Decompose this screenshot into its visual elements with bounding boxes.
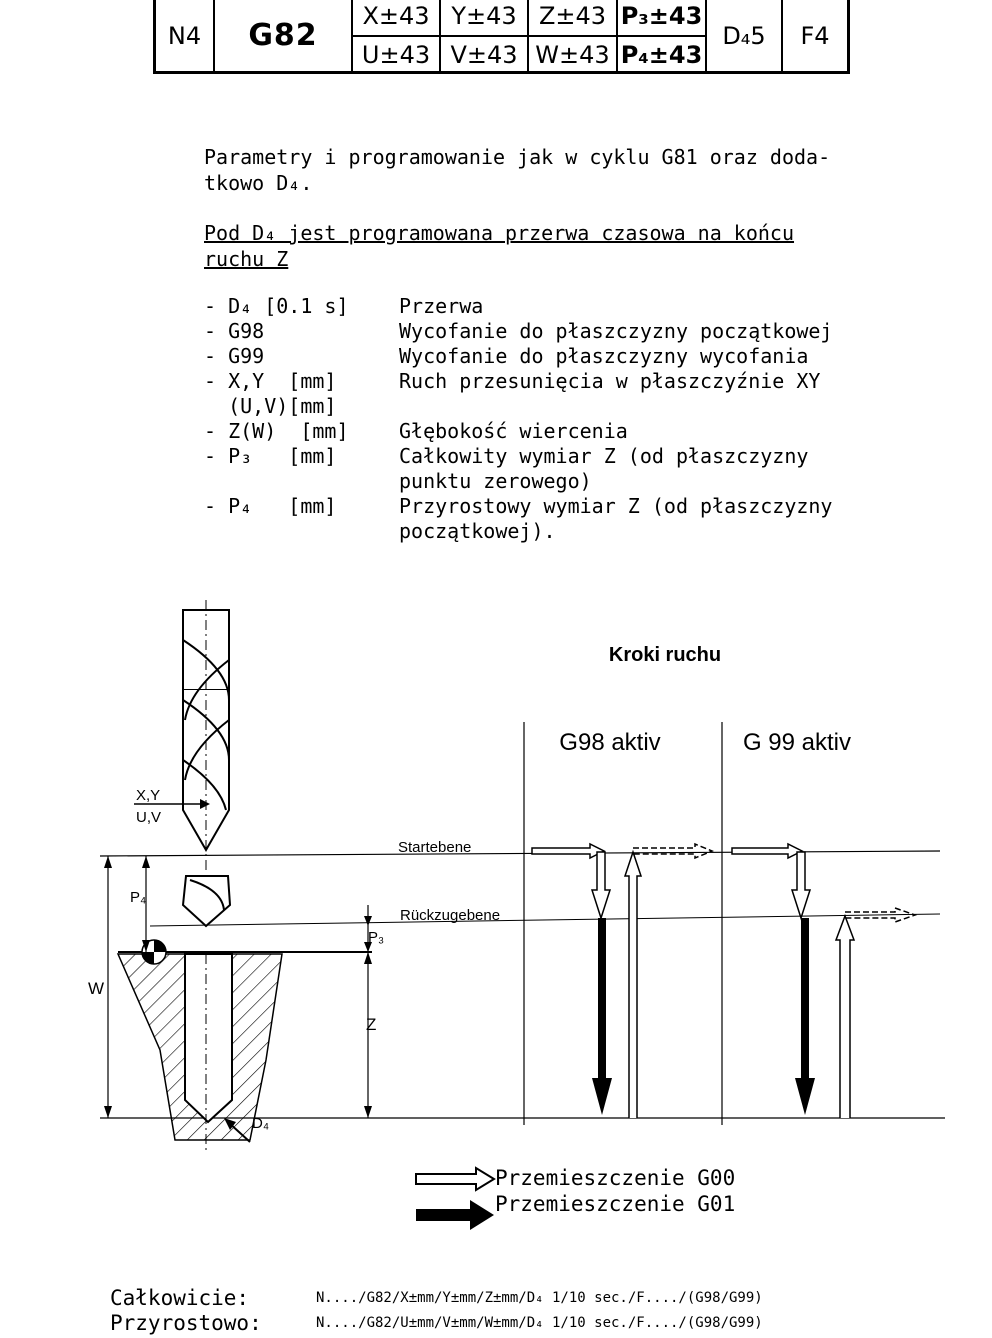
cell-f-text: F4: [800, 21, 830, 50]
cell-p4-text: P₄±43: [620, 40, 703, 69]
cell-f: [783, 0, 847, 71]
label-p4: P₄: [130, 889, 147, 906]
cell-y-text: Y±43: [441, 0, 527, 37]
cell-p: [618, 0, 707, 71]
drill-tip-icon: [183, 876, 230, 926]
cell-n: [156, 0, 215, 71]
start-plane-line: [100, 851, 940, 856]
parameter-code: - X,Y [mm]: [204, 369, 337, 393]
g99-motion-steps: [732, 844, 915, 1118]
parameter-description: Wycofanie do płaszczyzny wycofania: [399, 344, 809, 368]
dimension-z: [364, 952, 372, 1118]
dimension-w: [104, 856, 112, 1118]
parameter-description: Wycofanie do płaszczyzny początkowej: [399, 319, 833, 343]
cell-w-text: W±43: [535, 40, 610, 69]
cell-g: [215, 0, 353, 71]
g98-motion-steps: [532, 844, 712, 1118]
parameter-header-table: [153, 0, 850, 74]
label-uv: U,V: [136, 809, 162, 826]
g98-column-header: G98 aktiv: [559, 729, 661, 756]
start-plane-label: Startebene: [398, 839, 472, 856]
return-plane-label: Rückzugebene: [400, 907, 501, 924]
intro-line-2: tkowo D₄.: [204, 171, 313, 195]
legend-g00-label: Przemieszczenie G00: [495, 1166, 736, 1190]
intro-underline-1: Pod D₄ jest programowana przerwa czasowa na końcu: [204, 221, 795, 245]
label-z: Z: [366, 1015, 377, 1034]
intro-line-1: Parametry i programowanie jak w cyklu G81 oraz doda-: [204, 145, 831, 169]
footer-label-absolute: Całkowicie:: [110, 1286, 250, 1310]
cell-d: [707, 0, 783, 71]
footer-formula-incremental: N..../G82/U±mm/V±mm/W±mm/D₄ 1/10 sec./F..../(G98/G99): [316, 1315, 763, 1331]
label-w: W: [88, 979, 105, 998]
cell-d-text: D₄5: [722, 21, 766, 50]
footer-formula-absolute: N..../G82/X±mm/Y±mm/Z±mm/D₄ 1/10 sec./F..../(G98/G99): [316, 1290, 763, 1306]
cell-p3-text: P₃±43: [618, 0, 705, 37]
cell-z-text: Z±43: [529, 0, 616, 37]
g99-column-header: G 99 aktiv: [742, 729, 852, 756]
parameter-code: - G98: [204, 319, 265, 343]
parameter-code: - D₄ [0.1 s]: [204, 294, 349, 318]
parameter-code: - P₄ [mm]: [204, 494, 337, 518]
parameter-description: Przyrostowy wymiar Z (od płaszczyzny: [399, 494, 833, 518]
legend-g00-icon: [414, 1166, 496, 1192]
parameter-description: początkowej).: [399, 519, 556, 543]
parameter-description: Ruch przesunięcia w płaszczyźnie XY: [399, 369, 821, 393]
bore-hole: [185, 954, 232, 1122]
parameter-description: Głębokość wiercenia: [399, 419, 628, 443]
footer-label-incremental: Przyrostowo:: [110, 1311, 262, 1335]
label-p3: P₃: [368, 929, 385, 946]
cell-g-text: G82: [248, 18, 318, 53]
diagram-title: Kroki ruchu: [608, 644, 722, 666]
drill-bit-icon: [183, 600, 229, 870]
cell-y-v: [441, 0, 529, 71]
label-xy: X,Y: [136, 787, 161, 804]
parameter-code: (U,V)[mm]: [204, 394, 337, 418]
legend-g01-icon: [414, 1198, 496, 1232]
drilling-cycle-diagram: [0, 580, 992, 1180]
parameter-code: - G99: [204, 344, 265, 368]
legend-g01-label: Przemieszczenie G01: [495, 1192, 736, 1216]
cell-n-text: N4: [167, 21, 202, 50]
intro-underline-2: ruchu Z: [204, 247, 289, 271]
cell-v-text: V±43: [450, 40, 518, 69]
label-d4: D₄: [252, 1115, 269, 1132]
return-plane-line: [150, 914, 940, 926]
cell-z-w: [529, 0, 618, 71]
parameter-code: - P₃ [mm]: [204, 444, 337, 468]
parameter-description: punktu zerowego): [399, 469, 592, 493]
parameter-description: Przerwa: [399, 294, 484, 318]
parameter-code: - Z(W) [mm]: [204, 419, 349, 443]
cell-x-text: X±43: [353, 0, 439, 37]
parameter-description: Całkowity wymiar Z (od płaszczyzny: [399, 444, 809, 468]
cell-x-u: [353, 0, 441, 71]
cell-u-text: U±43: [361, 40, 431, 69]
